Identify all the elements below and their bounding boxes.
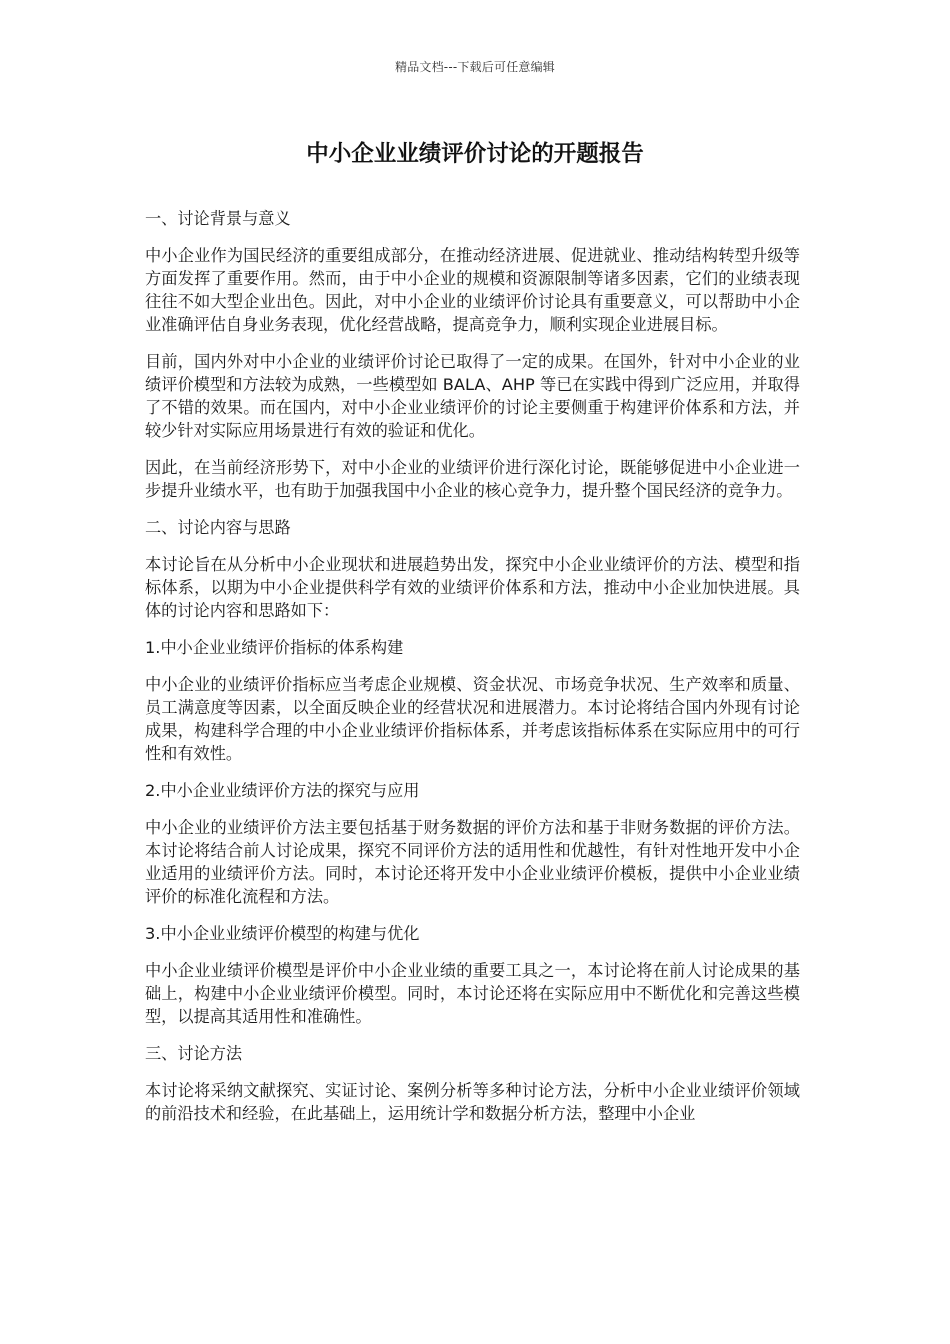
running-header: 精品文档---下载后可任意编辑 [395, 60, 555, 74]
paragraph-research-methods: 本讨论将采纳文献探究、实证讨论、案例分析等多种讨论方法，分析中小企业业绩评价领域的前沿技术和经验，在此基础上，运用统计学和数据分析方法，整理中小企业 [145, 1081, 800, 1123]
paragraph-evaluation-methods: 中小企业的业绩评价方法主要包括基于财务数据的评价方法和基于非财务数据的评价方法。本讨论将结合前人讨论成果，探究不同评价方法的适用性和优越性，有针对性地开发中小企业适用的业绩评价方法。同时，本讨论还将开发中小企业业绩评价模板，提供中小企业业绩评价的标准化流程和方法。 [145, 818, 800, 906]
subheading-evaluation-methods: 2.中小企业业绩评价方法的探究与应用 [145, 781, 420, 800]
subheading-indicator-system: 1.中小企业业绩评价指标的体系构建 [145, 638, 404, 657]
paragraph-significance: 中小企业作为国民经济的重要组成部分，在推动经济进展、促进就业、推动结构转型升级等方面发挥了重要作用。然而，由于中小企业的规模和资源限制等诸多因素，它们的业绩表现往往不如大型企业出色。因此，对中小企业的业绩评价讨论具有重要意义，可以帮助中小企业准确评估自身业务表现，优化经营战略，提高竞争力，顺利实现企业进展目标。 [145, 246, 800, 334]
paragraph-conclusion: 因此，在当前经济形势下，对中小企业的业绩评价进行深化讨论，既能够促进中小企业进一步提升业绩水平，也有助于加强我国中小企业的核心竞争力，提升整个国民经济的竞争力。 [145, 458, 800, 500]
paragraph-evaluation-model: 中小企业业绩评价模型是评价中小企业业绩的重要工具之一，本讨论将在前人讨论成果的基础上，构建中小企业业绩评价模型。同时，本讨论还将在实际应用中不断优化和完善这些模型，以提高其适用性和准确性。 [145, 961, 800, 1026]
section-heading-content: 二、讨论内容与思路 [145, 518, 291, 537]
section-heading-methods: 三、讨论方法 [145, 1044, 243, 1063]
section-heading-background: 一、讨论背景与意义 [145, 209, 291, 228]
subheading-evaluation-model: 3.中小企业业绩评价模型的构建与优化 [145, 924, 420, 943]
paragraph-research-aim: 本讨论旨在从分析中小企业现状和进展趋势出发，探究中小企业业绩评价的方法、模型和指标体系，以期为中小企业提供科学有效的业绩评价体系和方法，推动中小企业加快进展。具体的讨论内容和思路如下： [145, 555, 800, 620]
document-body [145, 207, 800, 1139]
paragraph-indicator-system: 中小企业的业绩评价指标应当考虑企业规模、资金状况、市场竞争状况、生产效率和质量、员工满意度等因素，以全面反映企业的经营状况和进展潜力。本讨论将结合国内外现有讨论成果，构建科学合理的中小企业业绩评价指标体系，并考虑该指标体系在实际应用中的可行性和有效性。 [145, 675, 800, 763]
paragraph-current-research: 目前，国内外对中小企业的业绩评价讨论已取得了一定的成果。在国外，针对中小企业的业绩评价模型和方法较为成熟，一些模型如 BALA、AHP 等已在实践中得到广泛应用，并取得了不错的效果。而在国内，对中小企业业绩评价的讨论主要侧重于构建评价体系和方法，并较少针对实际应用场景进行有效的验证和优化。 [145, 352, 800, 440]
document-title: 中小企业业绩评价讨论的开题报告 [306, 141, 644, 167]
